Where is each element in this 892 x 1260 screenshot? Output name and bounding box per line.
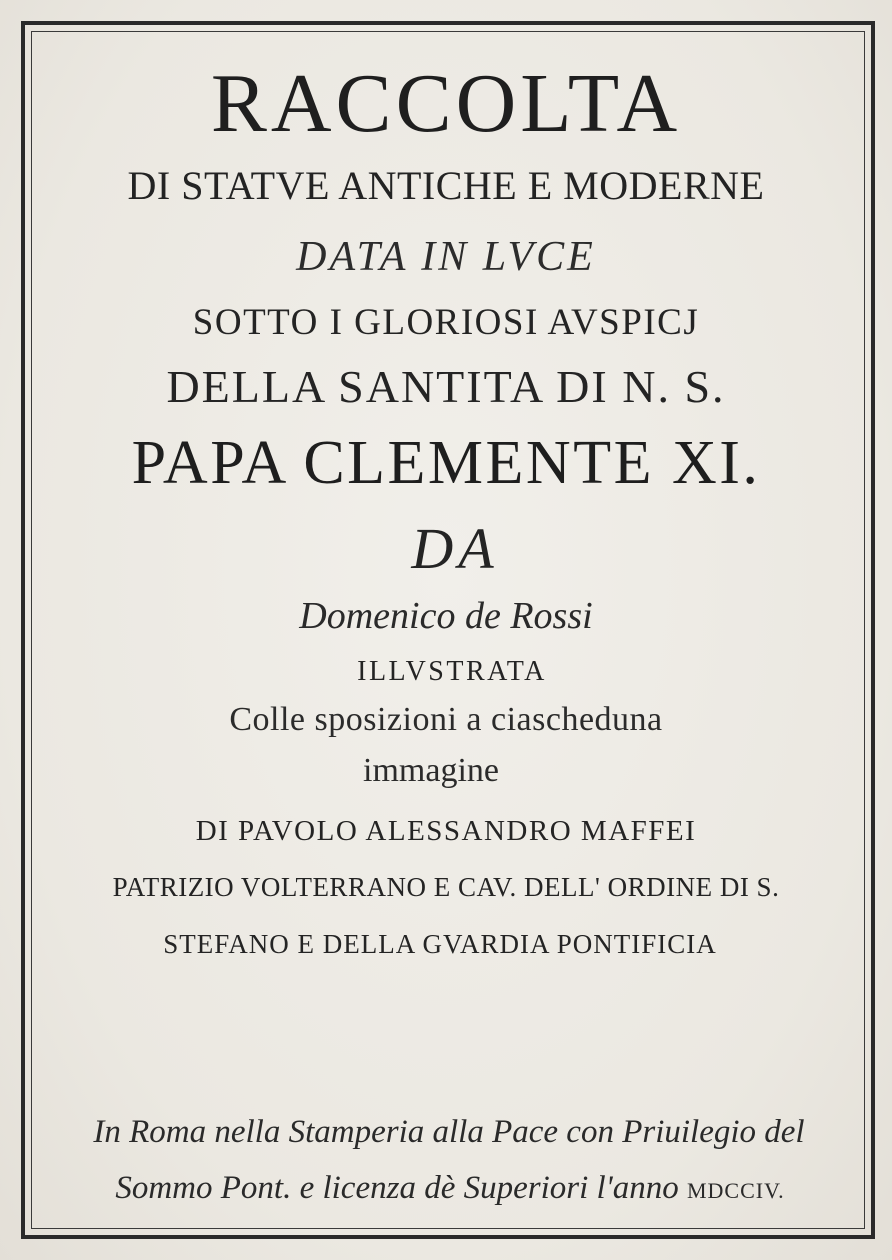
exposition-line-1: Colle sposizioni a ciascheduna <box>229 701 663 738</box>
imprint-line-2-text: Sommo Pont. e licenza dè Superiori l'anno <box>115 1170 679 1206</box>
imprint-line-1: In Roma nella Stamperia alla Pace con Priuilegio del <box>93 1114 805 1150</box>
subtitle-line-2: DATA IN LVCE <box>296 234 596 280</box>
imprint-year: MDCCIV. <box>686 1178 785 1203</box>
commentator-line-1: DI PAVOLO ALESSANDRO MAFFEI <box>195 815 697 847</box>
subtitle-da: DA <box>411 516 499 581</box>
subtitle-line-4: DELLA SANTITA DI N. S. <box>166 361 726 412</box>
main-title: RACCOLTA <box>210 57 682 150</box>
commentator-line-3: STEFANO E DELLA GVARDIA PONTIFICIA <box>163 929 717 959</box>
imprint-line-2 <box>0 1172 892 1205</box>
subtitle-line-5: PAPA CLEMENTE XI. <box>131 429 761 497</box>
commentator-line-2: PATRIZIO VOLTERRANO E CAV. DELL' ORDINE DI S. <box>112 872 780 902</box>
subtitle-line-3: SOTTO I GLORIOSI AVSPICJ <box>192 302 700 343</box>
illustrata-heading: ILLVSTRATA <box>357 656 547 687</box>
subtitle-line-1: DI STATVE ANTICHE E MODERNE <box>127 163 765 208</box>
exposition-line-2: immagine <box>363 752 499 789</box>
author-name: Domenico de Rossi <box>299 595 593 637</box>
